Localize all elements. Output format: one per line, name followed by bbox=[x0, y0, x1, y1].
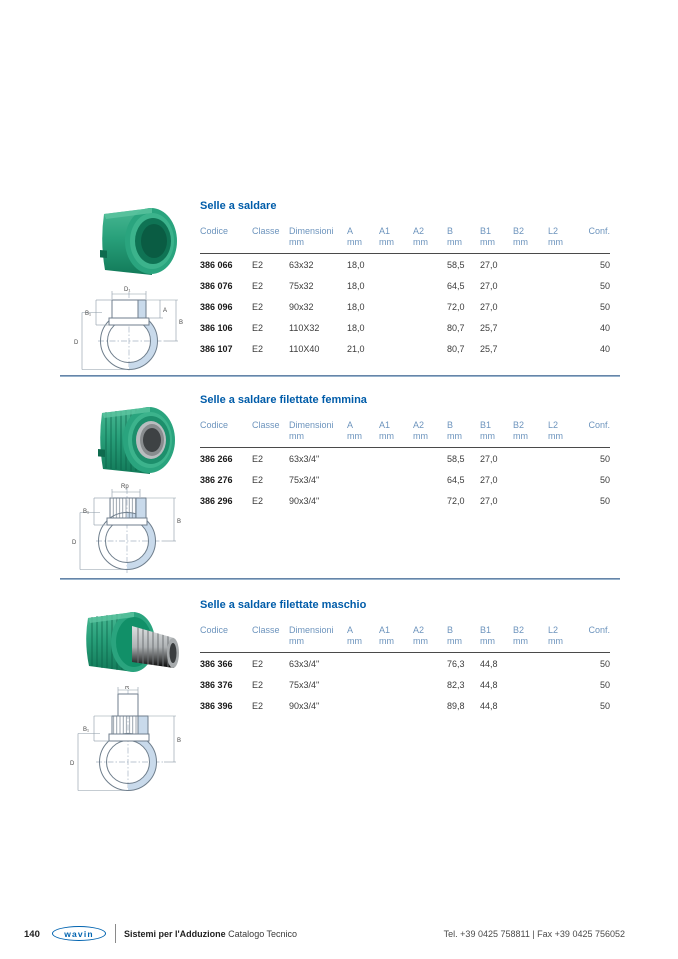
cell: 64,5 bbox=[447, 281, 465, 291]
cell: 18,0 bbox=[347, 260, 365, 270]
cell: E2 bbox=[252, 454, 264, 464]
column-header-b: B mm bbox=[447, 226, 462, 247]
cell: 27,0 bbox=[480, 281, 498, 291]
cell bbox=[347, 653, 379, 675]
cell: 25,7 bbox=[480, 344, 498, 354]
column-header-b: B mm bbox=[447, 420, 462, 441]
table-row bbox=[200, 695, 610, 716]
cell: E2 bbox=[252, 344, 264, 354]
cell: 80,7 bbox=[447, 323, 465, 333]
cell: 50 bbox=[599, 680, 610, 690]
cell bbox=[379, 296, 413, 317]
cell: 58,5 bbox=[447, 454, 465, 464]
green-fitting-male-thread-image bbox=[76, 602, 188, 686]
cell bbox=[379, 469, 413, 490]
cell-codice: 386 096 bbox=[200, 302, 233, 312]
cell: 27,0 bbox=[480, 260, 498, 270]
cell: 50 bbox=[599, 701, 610, 711]
cell: 110X32 bbox=[289, 323, 320, 333]
cell: 75x32 bbox=[289, 281, 314, 291]
cell: E2 bbox=[252, 281, 264, 291]
column-header-codice: Codice bbox=[200, 420, 229, 430]
cell bbox=[513, 695, 548, 716]
section-title-filettate-femmina: Selle a saldare filettate femmina bbox=[200, 394, 367, 406]
column-header-b1: B1 mm bbox=[480, 420, 495, 441]
cell: 44,8 bbox=[480, 701, 498, 711]
cell: 40 bbox=[599, 344, 610, 354]
cell: 18,0 bbox=[347, 281, 365, 291]
section-title-selle-a-saldare: Selle a saldare bbox=[200, 200, 277, 212]
section-divider bbox=[60, 375, 620, 377]
dim-label-b: B bbox=[177, 519, 182, 525]
cell bbox=[413, 254, 447, 276]
technical-drawing-filettate-maschio bbox=[64, 686, 192, 796]
column-header-classe: Classe bbox=[252, 625, 280, 635]
column-header-a: A mm bbox=[347, 420, 362, 441]
green-fitting-female-thread-image bbox=[78, 398, 184, 482]
cell-codice: 386 106 bbox=[200, 323, 233, 333]
cell: 63x3/4" bbox=[289, 659, 320, 669]
cell bbox=[379, 275, 413, 296]
cell bbox=[413, 653, 447, 675]
dim-label-d1: D₁ bbox=[124, 287, 131, 293]
column-header-b1: B1 mm bbox=[480, 625, 495, 646]
cell: 50 bbox=[599, 281, 610, 291]
cell-codice: 386 266 bbox=[200, 454, 233, 464]
cell bbox=[413, 490, 447, 511]
table-row bbox=[200, 469, 610, 490]
column-header-l2: L2 mm bbox=[548, 226, 563, 247]
cell bbox=[379, 254, 413, 276]
column-header-a1: A1 mm bbox=[379, 226, 394, 247]
footer-divider bbox=[115, 924, 116, 943]
dim-label-d: D bbox=[70, 761, 75, 767]
cell: E2 bbox=[252, 302, 264, 312]
cell bbox=[548, 695, 582, 716]
table-row bbox=[200, 338, 610, 359]
dim-label-d: D bbox=[72, 540, 77, 546]
dim-label-b1: B₁ bbox=[83, 509, 90, 515]
cell: E2 bbox=[252, 260, 264, 270]
product-table-filettate-maschio bbox=[200, 625, 610, 716]
column-header-b1: B1 mm bbox=[480, 226, 495, 247]
cell bbox=[548, 448, 582, 470]
cell-codice: 386 376 bbox=[200, 680, 233, 690]
table-row bbox=[200, 674, 610, 695]
cell: 18,0 bbox=[347, 302, 365, 312]
technical-drawing-filettate-femmina bbox=[70, 480, 188, 580]
cell bbox=[413, 296, 447, 317]
cell-codice: 386 396 bbox=[200, 701, 233, 711]
cell-codice: 386 107 bbox=[200, 344, 233, 354]
cell bbox=[513, 653, 548, 675]
table-row bbox=[200, 254, 610, 276]
cell: 80,7 bbox=[447, 344, 465, 354]
cell: 44,8 bbox=[480, 659, 498, 669]
cell: 72,0 bbox=[447, 496, 465, 506]
cell bbox=[413, 275, 447, 296]
footer-series-bold: Sistemi per l'Adduzione bbox=[124, 929, 226, 939]
column-header-dimensioni: Dimensioni mm bbox=[289, 226, 334, 247]
cell: 27,0 bbox=[480, 475, 498, 485]
dim-label-d: D bbox=[74, 340, 79, 346]
cell bbox=[413, 338, 447, 359]
cell: 90x3/4" bbox=[289, 701, 320, 711]
cell: E2 bbox=[252, 475, 264, 485]
cell bbox=[548, 275, 582, 296]
column-header-codice: Codice bbox=[200, 226, 229, 236]
cell bbox=[413, 674, 447, 695]
cell-codice: 386 276 bbox=[200, 475, 233, 485]
cell: 50 bbox=[599, 454, 610, 464]
product-photo-filettate-femmina bbox=[78, 398, 184, 487]
cell: 50 bbox=[599, 475, 610, 485]
table-header-row bbox=[200, 420, 610, 448]
cell: 82,3 bbox=[447, 680, 465, 690]
cell bbox=[513, 317, 548, 338]
cell bbox=[513, 469, 548, 490]
product-photo-selle-a-saldare bbox=[80, 200, 185, 287]
product-photo-filettate-maschio bbox=[76, 602, 188, 691]
cell: 76,3 bbox=[447, 659, 465, 669]
column-header-a1: A1 mm bbox=[379, 625, 394, 646]
cell: E2 bbox=[252, 323, 264, 333]
column-header-a2: A2 mm bbox=[413, 420, 428, 441]
cell-codice: 386 366 bbox=[200, 659, 233, 669]
column-header-dimensioni: Dimensioni mm bbox=[289, 625, 334, 646]
column-header-classe: Classe bbox=[252, 226, 280, 236]
cell bbox=[548, 254, 582, 276]
cell: 50 bbox=[599, 659, 610, 669]
cell bbox=[513, 448, 548, 470]
cell bbox=[347, 469, 379, 490]
dim-label-rp: Rp bbox=[121, 484, 129, 490]
table-row bbox=[200, 653, 610, 675]
column-header-a: A mm bbox=[347, 625, 362, 646]
cell bbox=[513, 338, 548, 359]
table-row bbox=[200, 296, 610, 317]
column-header-a1: A1 mm bbox=[379, 420, 394, 441]
product-table-selle-a-saldare bbox=[200, 226, 610, 359]
cell-codice: 386 066 bbox=[200, 260, 233, 270]
column-header-conf: Conf. bbox=[588, 420, 610, 430]
column-header-classe: Classe bbox=[252, 420, 280, 430]
cell: 90x3/4" bbox=[289, 496, 320, 506]
cell-codice: 386 076 bbox=[200, 281, 233, 291]
table-header-row bbox=[200, 625, 610, 653]
cell: 75x3/4" bbox=[289, 680, 320, 690]
table-row bbox=[200, 490, 610, 511]
column-header-a: A mm bbox=[347, 226, 362, 247]
cell: 27,0 bbox=[480, 454, 498, 464]
dim-label-b: B bbox=[177, 738, 182, 744]
cell bbox=[548, 490, 582, 511]
dim-label-b: B bbox=[179, 320, 184, 326]
dim-label-b1: B₁ bbox=[85, 311, 92, 317]
cell bbox=[548, 653, 582, 675]
section-divider bbox=[60, 578, 620, 580]
cell bbox=[413, 469, 447, 490]
column-header-conf: Conf. bbox=[588, 625, 610, 635]
cell bbox=[413, 317, 447, 338]
table-row bbox=[200, 275, 610, 296]
cell: 50 bbox=[599, 302, 610, 312]
cell bbox=[548, 317, 582, 338]
column-header-a2: A2 mm bbox=[413, 625, 428, 646]
dim-label-a: A bbox=[163, 308, 168, 314]
cell: E2 bbox=[252, 659, 264, 669]
cell: 110X40 bbox=[289, 344, 320, 354]
cell: 44,8 bbox=[480, 680, 498, 690]
cell bbox=[548, 674, 582, 695]
cell bbox=[379, 317, 413, 338]
cell: E2 bbox=[252, 496, 264, 506]
column-header-conf: Conf. bbox=[588, 226, 610, 236]
cell: 58,5 bbox=[447, 260, 465, 270]
wavin-logo-text: wavin bbox=[64, 928, 94, 939]
cell bbox=[379, 674, 413, 695]
footer-contact: Tel. +39 0425 758811 | Fax +39 0425 756052 bbox=[443, 929, 625, 939]
cell: 40 bbox=[599, 323, 610, 333]
cell: 21,0 bbox=[347, 344, 365, 354]
page-number: 140 bbox=[24, 929, 40, 940]
cell bbox=[379, 490, 413, 511]
green-fitting-image bbox=[80, 200, 185, 282]
cell bbox=[513, 296, 548, 317]
cell: 72,0 bbox=[447, 302, 465, 312]
cell-codice: 386 296 bbox=[200, 496, 233, 506]
cell: E2 bbox=[252, 680, 264, 690]
cell bbox=[513, 275, 548, 296]
cell bbox=[347, 490, 379, 511]
cell bbox=[379, 695, 413, 716]
table-header-row bbox=[200, 226, 610, 254]
section-title-filettate-maschio: Selle a saldare filettate maschio bbox=[200, 599, 367, 611]
cell bbox=[347, 695, 379, 716]
cell bbox=[413, 448, 447, 470]
cell bbox=[513, 490, 548, 511]
column-header-b2: B2 mm bbox=[513, 625, 528, 646]
column-header-a2: A2 mm bbox=[413, 226, 428, 247]
cell: 63x32 bbox=[289, 260, 314, 270]
column-header-codice: Codice bbox=[200, 625, 229, 635]
cell bbox=[513, 674, 548, 695]
column-header-l2: L2 mm bbox=[548, 625, 563, 646]
column-header-b2: B2 mm bbox=[513, 420, 528, 441]
cell bbox=[379, 653, 413, 675]
cell: 64,5 bbox=[447, 475, 465, 485]
cell: 63x3/4" bbox=[289, 454, 320, 464]
footer-series-regular: Catalogo Tecnico bbox=[228, 929, 298, 939]
cell: 90x32 bbox=[289, 302, 314, 312]
cell bbox=[548, 296, 582, 317]
cell: 18,0 bbox=[347, 323, 365, 333]
table-row bbox=[200, 317, 610, 338]
cell bbox=[548, 338, 582, 359]
cell bbox=[347, 674, 379, 695]
technical-drawing-selle-a-saldare bbox=[72, 284, 190, 379]
cell bbox=[347, 448, 379, 470]
column-header-l2: L2 mm bbox=[548, 420, 563, 441]
cell bbox=[379, 338, 413, 359]
cell: 75x3/4" bbox=[289, 475, 320, 485]
column-header-b2: B2 mm bbox=[513, 226, 528, 247]
cell bbox=[513, 254, 548, 276]
cell bbox=[548, 469, 582, 490]
wavin-logo bbox=[52, 926, 106, 941]
column-header-b: B mm bbox=[447, 625, 462, 646]
cell: E2 bbox=[252, 701, 264, 711]
footer-series-title bbox=[124, 929, 297, 939]
dim-label-r: R bbox=[125, 686, 130, 691]
cell bbox=[379, 448, 413, 470]
cell: 50 bbox=[599, 496, 610, 506]
cell: 89,8 bbox=[447, 701, 465, 711]
cell: 25,7 bbox=[480, 323, 498, 333]
cell: 27,0 bbox=[480, 302, 498, 312]
cell bbox=[413, 695, 447, 716]
product-table-filettate-femmina bbox=[200, 420, 610, 511]
cell: 50 bbox=[599, 260, 610, 270]
column-header-dimensioni: Dimensioni mm bbox=[289, 420, 334, 441]
page-footer bbox=[0, 924, 678, 948]
table-row bbox=[200, 448, 610, 470]
cell: 27,0 bbox=[480, 496, 498, 506]
dim-label-b1: B₁ bbox=[83, 727, 90, 733]
